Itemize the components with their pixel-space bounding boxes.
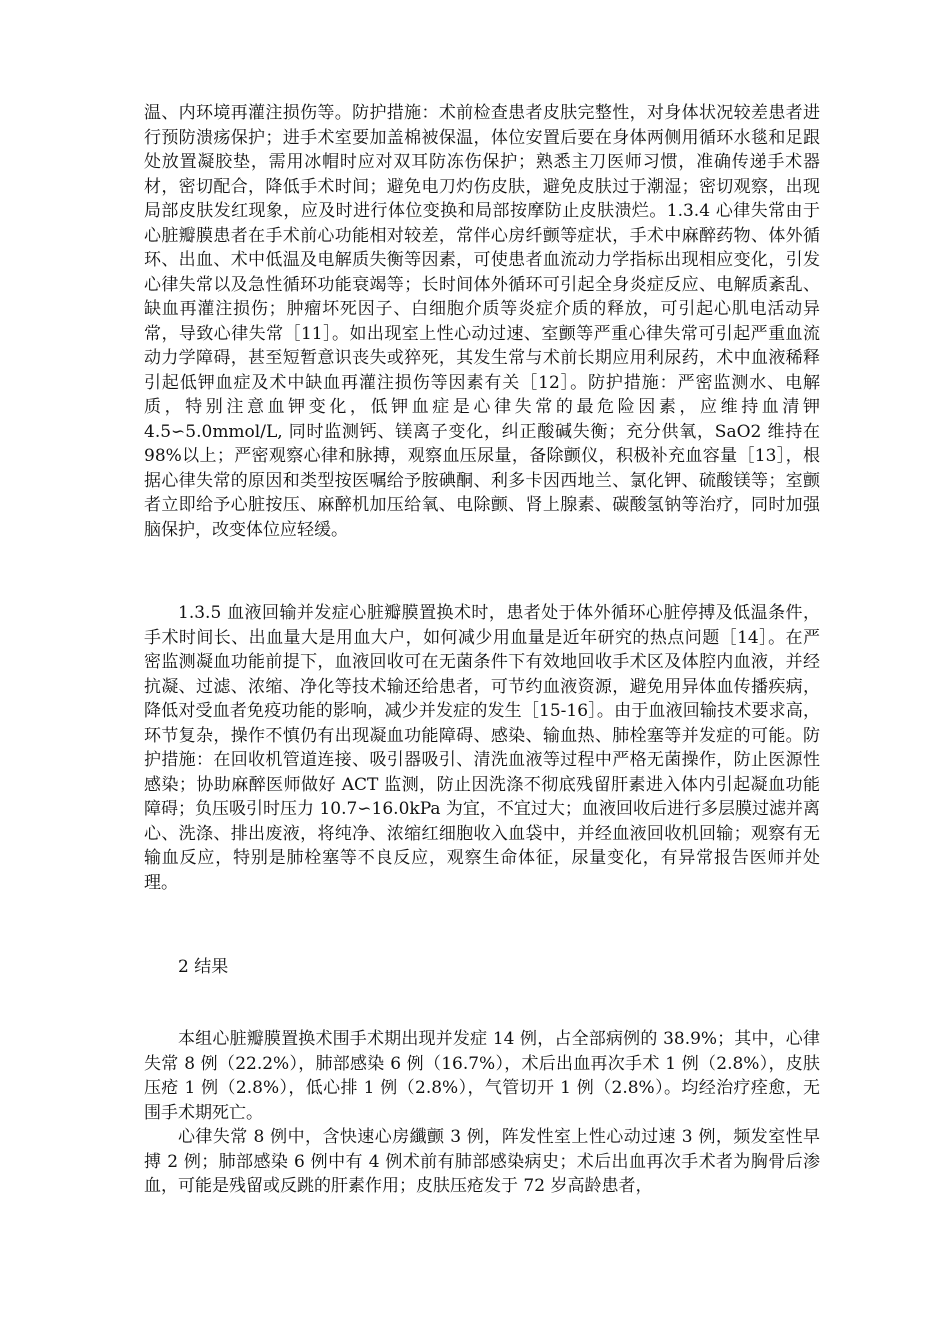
body-paragraph-blood-transfusion: 1.3.5 血液回输并发症心脏瓣膜置换术时，患者处于体外循环心脏停搏及低温条件，手术时间长、出血量大是用血大户，如何减少用血量是近年研究的热点问题［14］。在严密监测凝血功能前提下，血液回收可在无菌条件下有效地回收手术区及体腔内血液，并经抗凝、过滤、浓缩、净化等技术输还给患者，可节约血液资源，避免用异体血传播疾病，降低对受血者免疫功能的影响，减少并发症的发生［15-16］。由于血液回输技术要求高，环节复杂，操作不慎仍有出现凝血功能障碍、感染、输血热、肺栓塞等并发症的可能。防护措施：在回收机管道连接、吸引器吸引、清洗血液等过程中严格无菌操作，防止医源性感染；协助麻醉医师做好 ACT 监测，防止因洗涤不彻底残留肝素进入体内引起凝血功能障碍；负压吸引时压力 10.7∽16.0kPa 为宜，不宜过大；血液回收后进行多层膜过滤并离心、洗涤、排出废液，将纯净、浓缩红细胞收入血袋中，并经血液回收机回输；观察有无输血反应，特别是肺栓塞等不良反应，观察生命体征，尿量变化，有异常报告医师并处理。: [144, 603, 820, 893]
body-paragraph-complications: 温、内环境再灌注损伤等。防护措施：术前检查患者皮肤完整性，对身体状况较差患者进行预防溃疡保护；进手术室要加盖棉被保温，体位安置后要在身体两侧用循环水毯和足跟处放置凝胶垫，需用冰帽时应对双耳防冻伤保护；熟悉主刀医师习惯，准确传递手术器材，密切配合，降低手术时间；避免电刀灼伤皮肤，避免皮肤过于潮湿；密切观察，出现局部皮肤发红现象，应及时进行体位变换和局部按摩防止皮肤溃烂。1.3.4 心律失常由于心脏瓣膜患者在手术前心功能相对较差，常伴心房纤颤等症状，手术中麻醉药物、体外循环、出血、术中低温及电解质失衡等因素，可使患者血流动力学指标出现相应变化，引发心律失常以及急性循环功能衰竭等；长时间体外循环可引起全身炎症反应、电解质紊乱、缺血再灌注损伤；肿瘤坏死因子、白细胞介质等炎症介质的释放，可引起心肌电活动异常，导致心律失常［11］。如出现室上性心动过速、室颤等严重心律失常可引起严重血流动力学障碍，甚至短暂意识丧失或猝死，其发生常与术前长期应用利尿药，术中血液稀释引起低钾血症及术中缺血再灌注损伤等因素有关［12］。防护措施：严密监测水、电解质，特别注意血钾变化，低钾血症是心律失常的最危险因素，应维持血清钾 4.5∽5.0mmol/L, 同时监测钙、镁离子变化，纠正酸碱失衡；充分供氧，SaO2 维持在 98%以上；严密观察心律和脉搏，观察血压尿量，备除颤仪，积极补充血容量［13］，根据心律失常的原因和类型按医嘱给予胺碘酮、利多卡因西地兰、氯化钾、硫酸镁等；室颤者立即给予心脏按压、麻醉机加压给氧、电除颤、肾上腺素、碳酸氢钠等治疗，同时加强脑保护，改变体位应轻缓。: [144, 103, 820, 540]
section-heading-results: 2 结果: [178, 957, 229, 977]
body-paragraph-results-summary: 本组心脏瓣膜置换术围手术期出现并发症 14 例，占全部病例的 38.9%；其中，心律失常 8 例（22.2%），肺部感染 6 例（16.7%），术后出血再次手术 1 例（2.8%），皮肤压疮 1 例（2.8%），低心排 1 例（2.8%），气管切开 1 例（2.8%）。均经治疗痊愈，无围手术期死亡。: [144, 1029, 820, 1123]
body-paragraph-results-detail: 心律失常 8 例中，含快速心房纖颤 3 例，阵发性室上性心动过速 3 例，频发室性早搏 2 例；肺部感染 6 例中有 4 例术前有肺部感染病史；术后出血再次手术者为胸骨后渗血，可能是残留或反跳的肝素作用；皮肤压疮发于 72 岁高龄患者，: [144, 1127, 820, 1196]
